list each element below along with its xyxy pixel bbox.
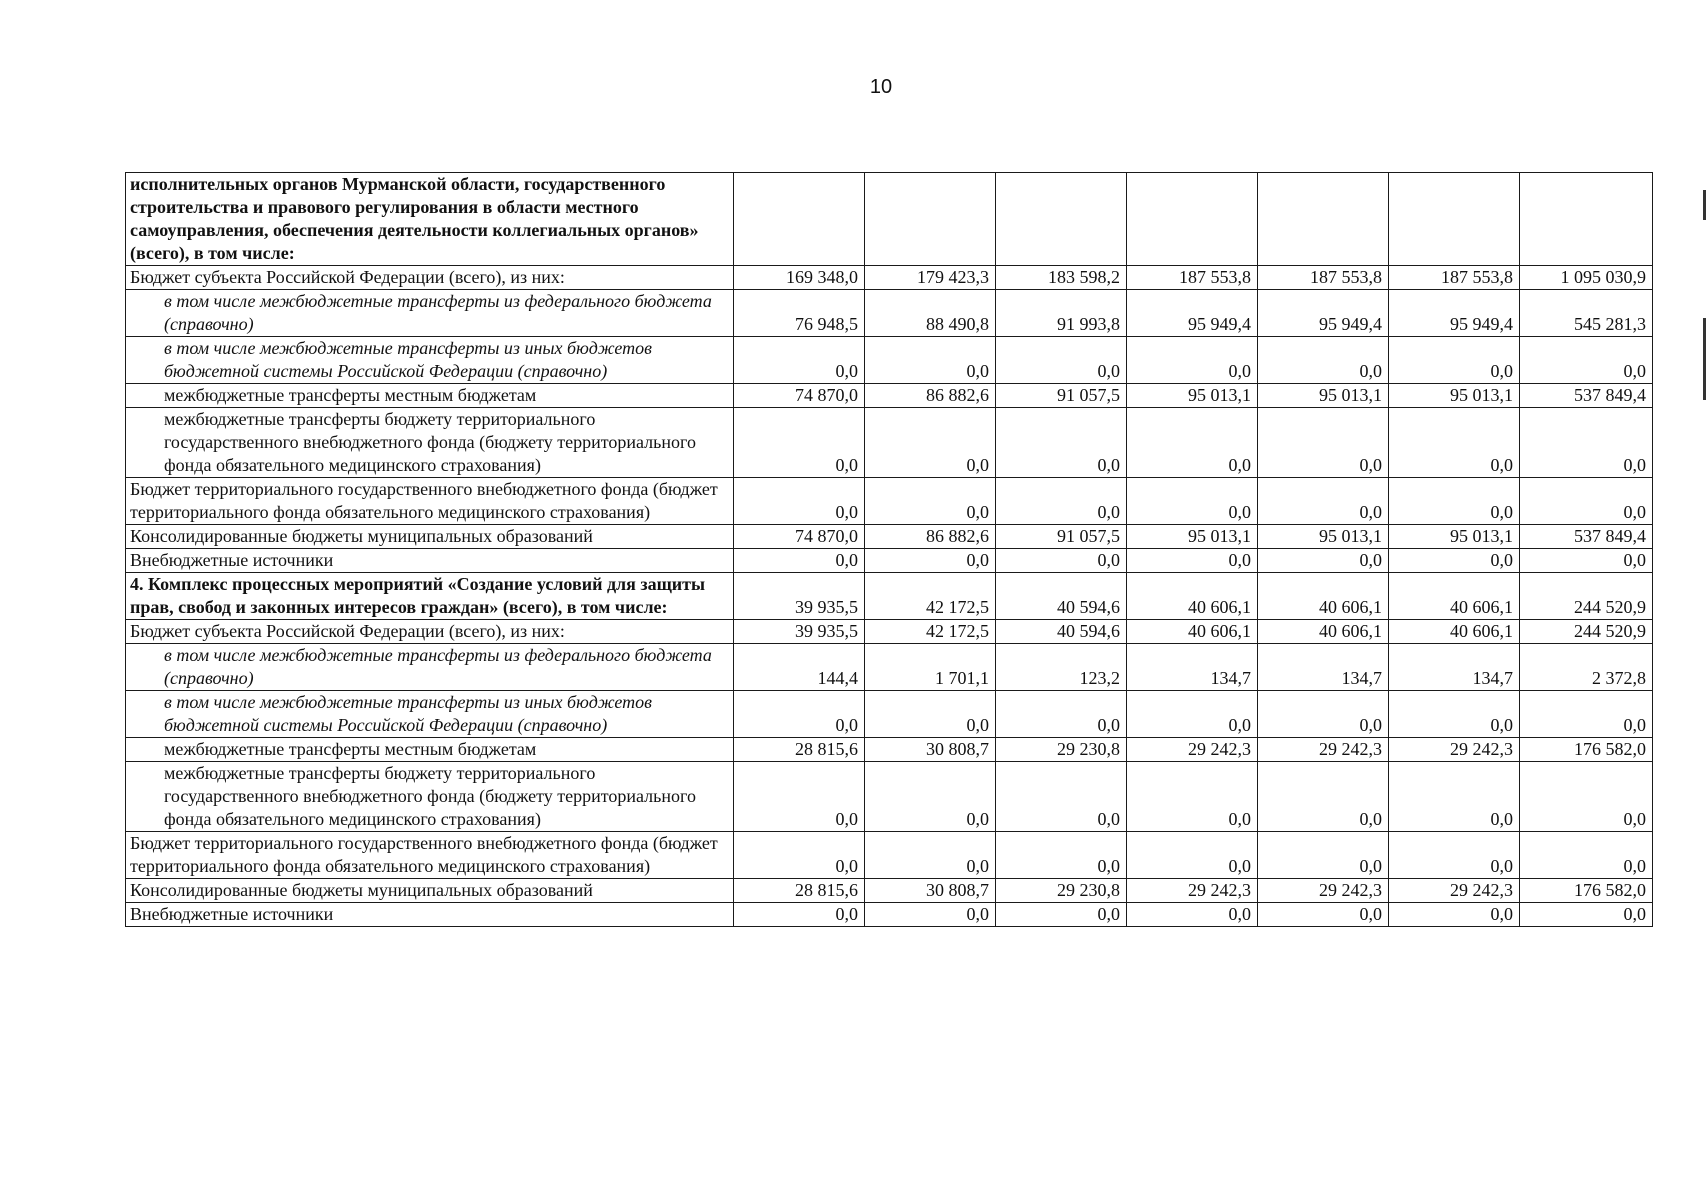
table-row bbox=[126, 266, 1653, 290]
row-value-cell bbox=[1127, 173, 1258, 266]
row-label: в том числе межбюджетные трансферты из иных бюджетов бюджетной системы Российской Федерации (справочно) bbox=[126, 691, 734, 738]
row-total-cell: 2 372,8 bbox=[1520, 644, 1653, 691]
row-value-cell: 187 553,8 bbox=[1127, 266, 1258, 290]
row-value-cell: 0,0 bbox=[1389, 408, 1520, 478]
table-row bbox=[126, 173, 1653, 266]
row-value-cell: 91 057,5 bbox=[996, 525, 1127, 549]
table-row bbox=[126, 549, 1653, 573]
row-value-cell: 86 882,6 bbox=[865, 525, 996, 549]
row-value-cell: 0,0 bbox=[865, 903, 996, 927]
row-value-cell: 91 057,5 bbox=[996, 384, 1127, 408]
table-row bbox=[126, 738, 1653, 762]
row-value-cell: 91 993,8 bbox=[996, 290, 1127, 337]
row-total-cell bbox=[1520, 173, 1653, 266]
row-total-cell: 0,0 bbox=[1520, 337, 1653, 384]
table-row bbox=[126, 337, 1653, 384]
row-label: межбюджетные трансферты бюджету территориального государственного внебюджетного фонда (бюджету территориального фонда обязательного медицинского страхования) bbox=[126, 762, 734, 832]
row-value-cell: 0,0 bbox=[865, 762, 996, 832]
row-value-cell: 29 230,8 bbox=[996, 738, 1127, 762]
row-label: Бюджет территориального государственного внебюджетного фонда (бюджет территориального фонда обязательного медицинского страхования) bbox=[126, 478, 734, 525]
row-label: межбюджетные трансферты местным бюджетам bbox=[126, 738, 734, 762]
row-value-cell: 0,0 bbox=[734, 408, 865, 478]
row-value-cell: 187 553,8 bbox=[1258, 266, 1389, 290]
row-value-cell: 0,0 bbox=[1258, 408, 1389, 478]
row-value-cell: 134,7 bbox=[1389, 644, 1520, 691]
row-value-cell: 29 242,3 bbox=[1127, 879, 1258, 903]
row-value-cell: 0,0 bbox=[1389, 337, 1520, 384]
row-value-cell: 0,0 bbox=[1389, 832, 1520, 879]
row-value-cell: 28 815,6 bbox=[734, 879, 865, 903]
row-value-cell: 39 935,5 bbox=[734, 620, 865, 644]
row-value-cell: 0,0 bbox=[1127, 408, 1258, 478]
row-value-cell: 1 701,1 bbox=[865, 644, 996, 691]
row-value-cell: 28 815,6 bbox=[734, 738, 865, 762]
row-value-cell: 0,0 bbox=[734, 691, 865, 738]
row-value-cell: 0,0 bbox=[1389, 549, 1520, 573]
row-value-cell: 0,0 bbox=[996, 832, 1127, 879]
row-value-cell: 0,0 bbox=[865, 832, 996, 879]
row-label: исполнительных органов Мурманской области, государственного строительства и правового регулирования в области местного самоуправления, обеспечения деятельности коллегиальных органов» (всего), в том числе: bbox=[126, 173, 734, 266]
row-value-cell: 134,7 bbox=[1127, 644, 1258, 691]
table-row bbox=[126, 762, 1653, 832]
row-value-cell: 0,0 bbox=[1258, 903, 1389, 927]
row-value-cell: 0,0 bbox=[1127, 691, 1258, 738]
row-value-cell: 0,0 bbox=[1258, 478, 1389, 525]
table-row bbox=[126, 290, 1653, 337]
scan-edge-mark bbox=[1703, 318, 1706, 400]
row-total-cell: 176 582,0 bbox=[1520, 879, 1653, 903]
table-row bbox=[126, 525, 1653, 549]
row-value-cell: 29 242,3 bbox=[1258, 879, 1389, 903]
row-value-cell: 95 949,4 bbox=[1127, 290, 1258, 337]
row-value-cell: 0,0 bbox=[1127, 762, 1258, 832]
row-value-cell: 0,0 bbox=[734, 832, 865, 879]
budget-table-wrapper bbox=[125, 172, 1653, 927]
row-label: межбюджетные трансферты местным бюджетам bbox=[126, 384, 734, 408]
row-value-cell: 0,0 bbox=[1258, 762, 1389, 832]
row-value-cell: 95 013,1 bbox=[1258, 384, 1389, 408]
row-value-cell: 42 172,5 bbox=[865, 620, 996, 644]
row-value-cell: 0,0 bbox=[1127, 903, 1258, 927]
row-value-cell: 179 423,3 bbox=[865, 266, 996, 290]
row-total-cell: 0,0 bbox=[1520, 762, 1653, 832]
row-value-cell: 95 949,4 bbox=[1389, 290, 1520, 337]
row-value-cell: 74 870,0 bbox=[734, 384, 865, 408]
row-value-cell: 40 606,1 bbox=[1127, 620, 1258, 644]
row-value-cell: 169 348,0 bbox=[734, 266, 865, 290]
table-row bbox=[126, 620, 1653, 644]
row-label: Бюджет территориального государственного внебюджетного фонда (бюджет территориального фонда обязательного медицинского страхования) bbox=[126, 832, 734, 879]
row-value-cell: 0,0 bbox=[865, 337, 996, 384]
row-value-cell: 0,0 bbox=[734, 762, 865, 832]
row-value-cell: 39 935,5 bbox=[734, 573, 865, 620]
row-value-cell: 40 594,6 bbox=[996, 573, 1127, 620]
row-total-cell: 0,0 bbox=[1520, 832, 1653, 879]
row-total-cell: 244 520,9 bbox=[1520, 620, 1653, 644]
row-value-cell: 29 230,8 bbox=[996, 879, 1127, 903]
table-row bbox=[126, 832, 1653, 879]
row-value-cell: 0,0 bbox=[1127, 549, 1258, 573]
row-value-cell: 29 242,3 bbox=[1389, 879, 1520, 903]
row-value-cell: 88 490,8 bbox=[865, 290, 996, 337]
row-total-cell: 0,0 bbox=[1520, 408, 1653, 478]
row-value-cell: 0,0 bbox=[996, 549, 1127, 573]
row-value-cell: 76 948,5 bbox=[734, 290, 865, 337]
page-number: 10 bbox=[869, 76, 893, 98]
row-value-cell: 0,0 bbox=[1389, 691, 1520, 738]
row-value-cell: 0,0 bbox=[996, 408, 1127, 478]
row-value-cell: 95 013,1 bbox=[1389, 525, 1520, 549]
budget-table-body bbox=[126, 173, 1653, 927]
row-total-cell: 244 520,9 bbox=[1520, 573, 1653, 620]
row-value-cell: 30 808,7 bbox=[865, 879, 996, 903]
row-value-cell bbox=[734, 173, 865, 266]
row-value-cell: 0,0 bbox=[996, 337, 1127, 384]
row-value-cell: 0,0 bbox=[1258, 549, 1389, 573]
row-value-cell: 123,2 bbox=[996, 644, 1127, 691]
row-value-cell: 0,0 bbox=[1258, 691, 1389, 738]
row-label: в том числе межбюджетные трансферты из федерального бюджета (справочно) bbox=[126, 290, 734, 337]
table-row bbox=[126, 384, 1653, 408]
row-value-cell: 0,0 bbox=[734, 337, 865, 384]
row-total-cell: 1 095 030,9 bbox=[1520, 266, 1653, 290]
row-value-cell: 0,0 bbox=[996, 691, 1127, 738]
table-row bbox=[126, 408, 1653, 478]
table-row bbox=[126, 903, 1653, 927]
row-total-cell: 545 281,3 bbox=[1520, 290, 1653, 337]
row-total-cell: 176 582,0 bbox=[1520, 738, 1653, 762]
row-value-cell: 29 242,3 bbox=[1127, 738, 1258, 762]
row-value-cell: 0,0 bbox=[734, 903, 865, 927]
row-value-cell: 40 594,6 bbox=[996, 620, 1127, 644]
row-value-cell bbox=[1258, 173, 1389, 266]
row-value-cell: 42 172,5 bbox=[865, 573, 996, 620]
row-total-cell: 537 849,4 bbox=[1520, 384, 1653, 408]
table-row bbox=[126, 691, 1653, 738]
row-value-cell: 0,0 bbox=[865, 478, 996, 525]
row-total-cell: 537 849,4 bbox=[1520, 525, 1653, 549]
row-label: в том числе межбюджетные трансферты из иных бюджетов бюджетной системы Российской Федерации (справочно) bbox=[126, 337, 734, 384]
row-value-cell: 40 606,1 bbox=[1258, 573, 1389, 620]
row-value-cell: 0,0 bbox=[1389, 478, 1520, 525]
row-value-cell: 40 606,1 bbox=[1127, 573, 1258, 620]
row-label: Внебюджетные источники bbox=[126, 549, 734, 573]
row-value-cell: 95 013,1 bbox=[1258, 525, 1389, 549]
row-label: 4. Комплекс процессных мероприятий «Создание условий для защиты прав, свобод и законных интересов граждан» (всего), в том числе: bbox=[126, 573, 734, 620]
row-value-cell: 95 949,4 bbox=[1258, 290, 1389, 337]
row-value-cell: 144,4 bbox=[734, 644, 865, 691]
row-total-cell: 0,0 bbox=[1520, 478, 1653, 525]
row-value-cell: 0,0 bbox=[865, 408, 996, 478]
table-row bbox=[126, 879, 1653, 903]
row-value-cell: 0,0 bbox=[734, 549, 865, 573]
row-value-cell: 29 242,3 bbox=[1258, 738, 1389, 762]
table-row bbox=[126, 644, 1653, 691]
row-value-cell: 0,0 bbox=[1258, 832, 1389, 879]
table-row bbox=[126, 573, 1653, 620]
row-value-cell: 0,0 bbox=[996, 478, 1127, 525]
row-value-cell: 0,0 bbox=[1258, 337, 1389, 384]
row-value-cell: 0,0 bbox=[734, 478, 865, 525]
row-value-cell: 0,0 bbox=[865, 691, 996, 738]
row-value-cell bbox=[1389, 173, 1520, 266]
row-value-cell: 0,0 bbox=[996, 762, 1127, 832]
row-value-cell: 0,0 bbox=[996, 903, 1127, 927]
row-value-cell: 30 808,7 bbox=[865, 738, 996, 762]
row-label: Бюджет субъекта Российской Федерации (всего), из них: bbox=[126, 266, 734, 290]
row-value-cell: 187 553,8 bbox=[1389, 266, 1520, 290]
row-value-cell bbox=[865, 173, 996, 266]
budget-table bbox=[125, 172, 1653, 927]
row-value-cell: 0,0 bbox=[1389, 903, 1520, 927]
row-value-cell bbox=[996, 173, 1127, 266]
row-label: Внебюджетные источники bbox=[126, 903, 734, 927]
row-value-cell: 0,0 bbox=[1389, 762, 1520, 832]
row-label: Консолидированные бюджеты муниципальных образований bbox=[126, 879, 734, 903]
row-total-cell: 0,0 bbox=[1520, 691, 1653, 738]
row-value-cell: 0,0 bbox=[1127, 832, 1258, 879]
row-value-cell: 0,0 bbox=[1127, 478, 1258, 525]
table-row bbox=[126, 478, 1653, 525]
row-label: Консолидированные бюджеты муниципальных образований bbox=[126, 525, 734, 549]
scan-edge-mark bbox=[1703, 190, 1706, 220]
row-label: межбюджетные трансферты бюджету территориального государственного внебюджетного фонда (бюджету территориального фонда обязательного медицинского страхования) bbox=[126, 408, 734, 478]
row-value-cell: 40 606,1 bbox=[1258, 620, 1389, 644]
row-value-cell: 74 870,0 bbox=[734, 525, 865, 549]
row-label: Бюджет субъекта Российской Федерации (всего), из них: bbox=[126, 620, 734, 644]
row-value-cell: 40 606,1 bbox=[1389, 573, 1520, 620]
row-label: в том числе межбюджетные трансферты из федерального бюджета (справочно) bbox=[126, 644, 734, 691]
row-value-cell: 86 882,6 bbox=[865, 384, 996, 408]
row-total-cell: 0,0 bbox=[1520, 549, 1653, 573]
row-value-cell: 40 606,1 bbox=[1389, 620, 1520, 644]
row-value-cell: 0,0 bbox=[865, 549, 996, 573]
row-value-cell: 134,7 bbox=[1258, 644, 1389, 691]
row-value-cell: 95 013,1 bbox=[1389, 384, 1520, 408]
row-value-cell: 95 013,1 bbox=[1127, 525, 1258, 549]
row-value-cell: 29 242,3 bbox=[1389, 738, 1520, 762]
row-total-cell: 0,0 bbox=[1520, 903, 1653, 927]
row-value-cell: 183 598,2 bbox=[996, 266, 1127, 290]
row-value-cell: 95 013,1 bbox=[1127, 384, 1258, 408]
row-value-cell: 0,0 bbox=[1127, 337, 1258, 384]
